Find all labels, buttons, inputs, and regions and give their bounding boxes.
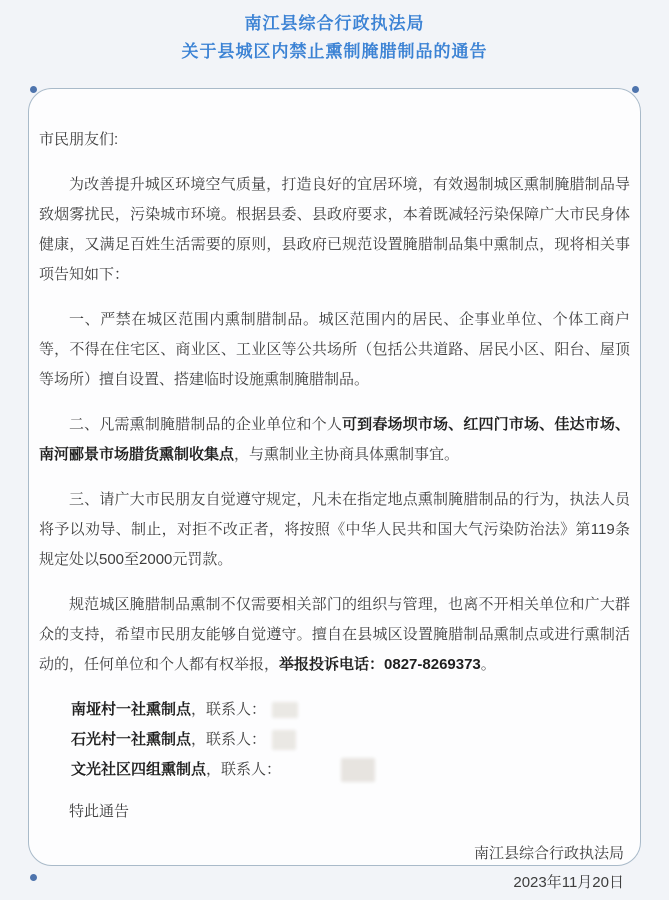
notice-paragraph: [39, 305, 630, 395]
redacted-contact-name: [341, 758, 375, 782]
notice-body: [39, 170, 630, 680]
notice-header: [0, 0, 669, 66]
text-run: 为改善提升城区环境空气质量，打造良好的宜居环境，有效遏制城区熏制腌腊制品导致烟雾扰民，污染城市环境。根据县委、县政府要求，本着既减轻污染保障广大市民身体健康，又满足百姓生活需要的原则，县政府已规范设置腌腊制品集中熏制点，现将相关事项告知如下：: [39, 176, 630, 283]
salutation: 市民朋友们:: [39, 131, 119, 148]
notice-card: [28, 88, 641, 891]
contact-line: [71, 755, 630, 785]
text-run: 规范城区腌腊制品熏制不仅需要相关部门的组织与管理，也离不开相关单位和广大群众的支持，希望市民朋友能够自觉遵守。擅自在县城区设置腌腊制品熏制点或进行熏制活动的，任何单位和个人都有权举报，: [39, 596, 630, 673]
text-run: 二、凡需熏制腌腊制品的企业单位和个人: [69, 416, 342, 433]
signature-agency: 南江县综合行政执法局: [473, 845, 624, 862]
smoking-site-name: 南垭村一社熏制点: [71, 701, 192, 718]
notice-paragraph: [39, 590, 630, 680]
notice-title-agency: 南江县综合行政执法局: [244, 14, 425, 33]
corner-dot-top-right-icon: [632, 86, 639, 93]
signature-block: [39, 839, 630, 897]
contact-person-label: ，联系人：: [191, 701, 267, 718]
notice-card-wrapper: [28, 88, 641, 891]
contact-line: [71, 695, 630, 725]
notice-paragraph: [39, 410, 630, 470]
notice-paragraph: [39, 170, 630, 290]
redacted-contact-name: [272, 702, 298, 718]
text-run: 。: [480, 656, 496, 673]
text-run: ，与熏制业主协商具体熏制事宜。: [234, 446, 460, 463]
contact-list: [71, 695, 630, 785]
notice-paragraph: [39, 485, 630, 575]
contact-person-label: ，联系人：: [191, 731, 267, 748]
closing-statement: 特此通告: [69, 803, 130, 820]
contact-line: [71, 725, 630, 755]
notice-title-subject: 关于县城区内禁止熏制腌腊制品的通告: [181, 42, 488, 61]
corner-dot-top-left-icon: [30, 86, 37, 93]
redacted-contact-name: [272, 730, 296, 750]
corner-dot-bottom-left-icon: [30, 874, 37, 881]
text-run: 一、严禁在城区范围内熏制腊制品。城区范围内的居民、企事业单位、个体工商户等，不得在住宅区、商业区、工业区等公共场所（包括公共道路、居民小区、阳台、屋顶等场所）擅自设置、搭建临时设施熏制腌腊制品。: [39, 311, 630, 388]
smoking-site-name: 石光村一社熏制点: [71, 731, 192, 748]
signature-date: 2023年11月20日: [513, 874, 624, 891]
bold-text-run: 可到春场坝市场、红四门市场、佳达市场、南河郦景市场腊货熏制收集点: [39, 416, 630, 463]
bold-text-run: 举报投诉电话：0827-8269373: [279, 656, 481, 673]
smoking-site-name: 文光社区四组熏制点: [71, 761, 207, 778]
contact-person-label: ，联系人：: [206, 761, 282, 778]
text-run: 三、请广大市民朋友自觉遵守规定，凡未在指定地点熏制腌腊制品的行为，执法人员将予以劝导、制止，对拒不改正者，将按照《中华人民共和国大气污染防治法》第119条规定处以500至2000元罚款。: [39, 491, 630, 568]
